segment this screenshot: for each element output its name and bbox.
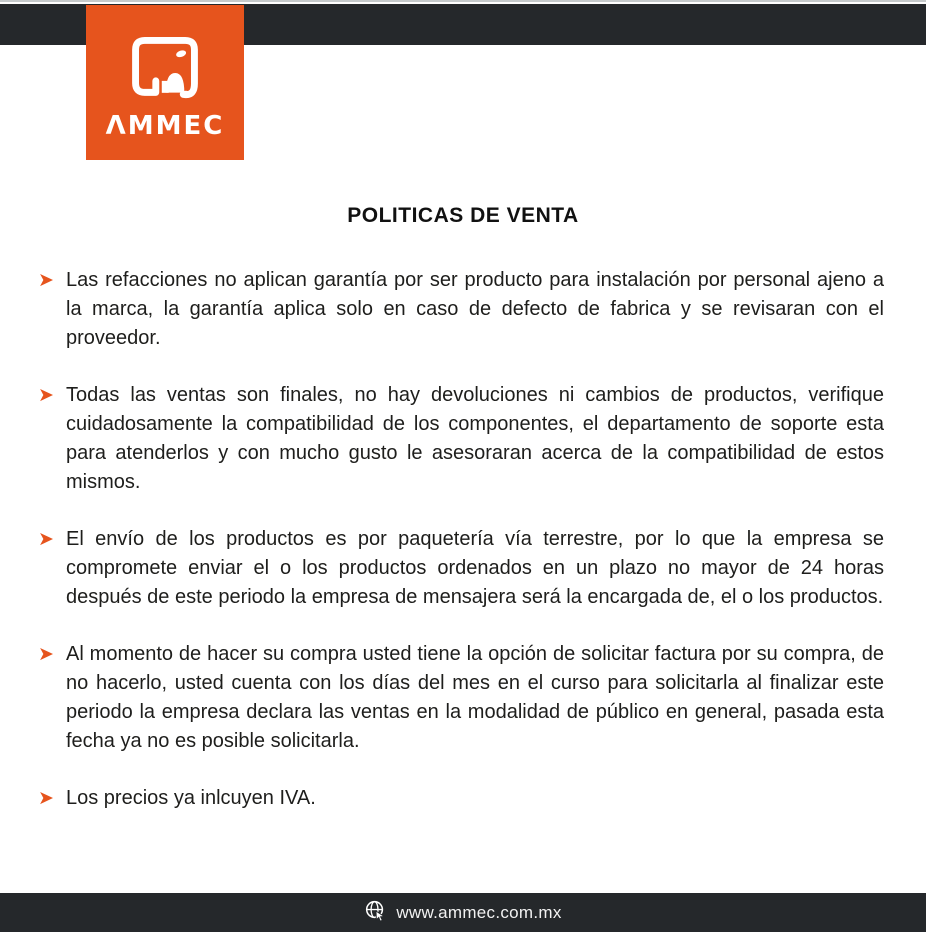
policy-text: El envío de los productos es por paquetería vía terrestre, por lo que la empresa se compromete enviar el o los productos ordenados en un plazo no mayor de 24 horas después de este periodo la empresa de mensajera será la encargada de, el o los productos. <box>66 528 884 608</box>
policy-text: Todas las ventas son finales, no hay devoluciones ni cambios de productos, verifique cuidadosamente la compatibilidad de los componentes, el departamento de soporte esta para atenderlos y con mucho gusto le asesoraran acerca de la compatibilidad de estos mismos. <box>66 384 884 493</box>
arrow-right-icon: ➤ <box>38 528 54 550</box>
arrow-right-icon: ➤ <box>38 643 54 665</box>
logo-wordmark: ΛMMEC <box>105 111 225 141</box>
policy-item <box>38 525 884 612</box>
elephant-icon <box>119 31 211 105</box>
policy-item <box>38 640 884 756</box>
policy-item <box>38 266 884 353</box>
policy-item <box>38 784 884 813</box>
website-url: www.ammec.com.mx <box>396 902 562 922</box>
arrow-right-icon: ➤ <box>38 384 54 406</box>
arrow-right-icon: ➤ <box>38 787 54 809</box>
policy-item <box>38 381 884 497</box>
policy-text: Al momento de hacer su compra usted tiene la opción de solicitar factura por su compra, de no hacerlo, usted cuenta con los días del mes en el curso para solicitarla al finalizar este periodo la empresa declara las ventas en la modalidad de público en general, pasada esta fecha ya no es posible solicitarla. <box>66 643 884 752</box>
globe-cursor-icon <box>364 899 387 927</box>
page-title: POLITICAS DE VENTA <box>347 204 579 227</box>
footer-bar <box>0 893 926 932</box>
arrow-right-icon: ➤ <box>38 269 54 291</box>
policy-text: Los precios ya inlcuyen IVA. <box>66 787 316 809</box>
policy-text: Las refacciones no aplican garantía por ser producto para instalación por personal ajeno a la marca, la garantía aplica solo en caso de defecto de fabrica y se revisaran con el proveedor. <box>66 269 884 349</box>
policies-list <box>38 266 884 841</box>
ammec-logo <box>86 5 244 160</box>
